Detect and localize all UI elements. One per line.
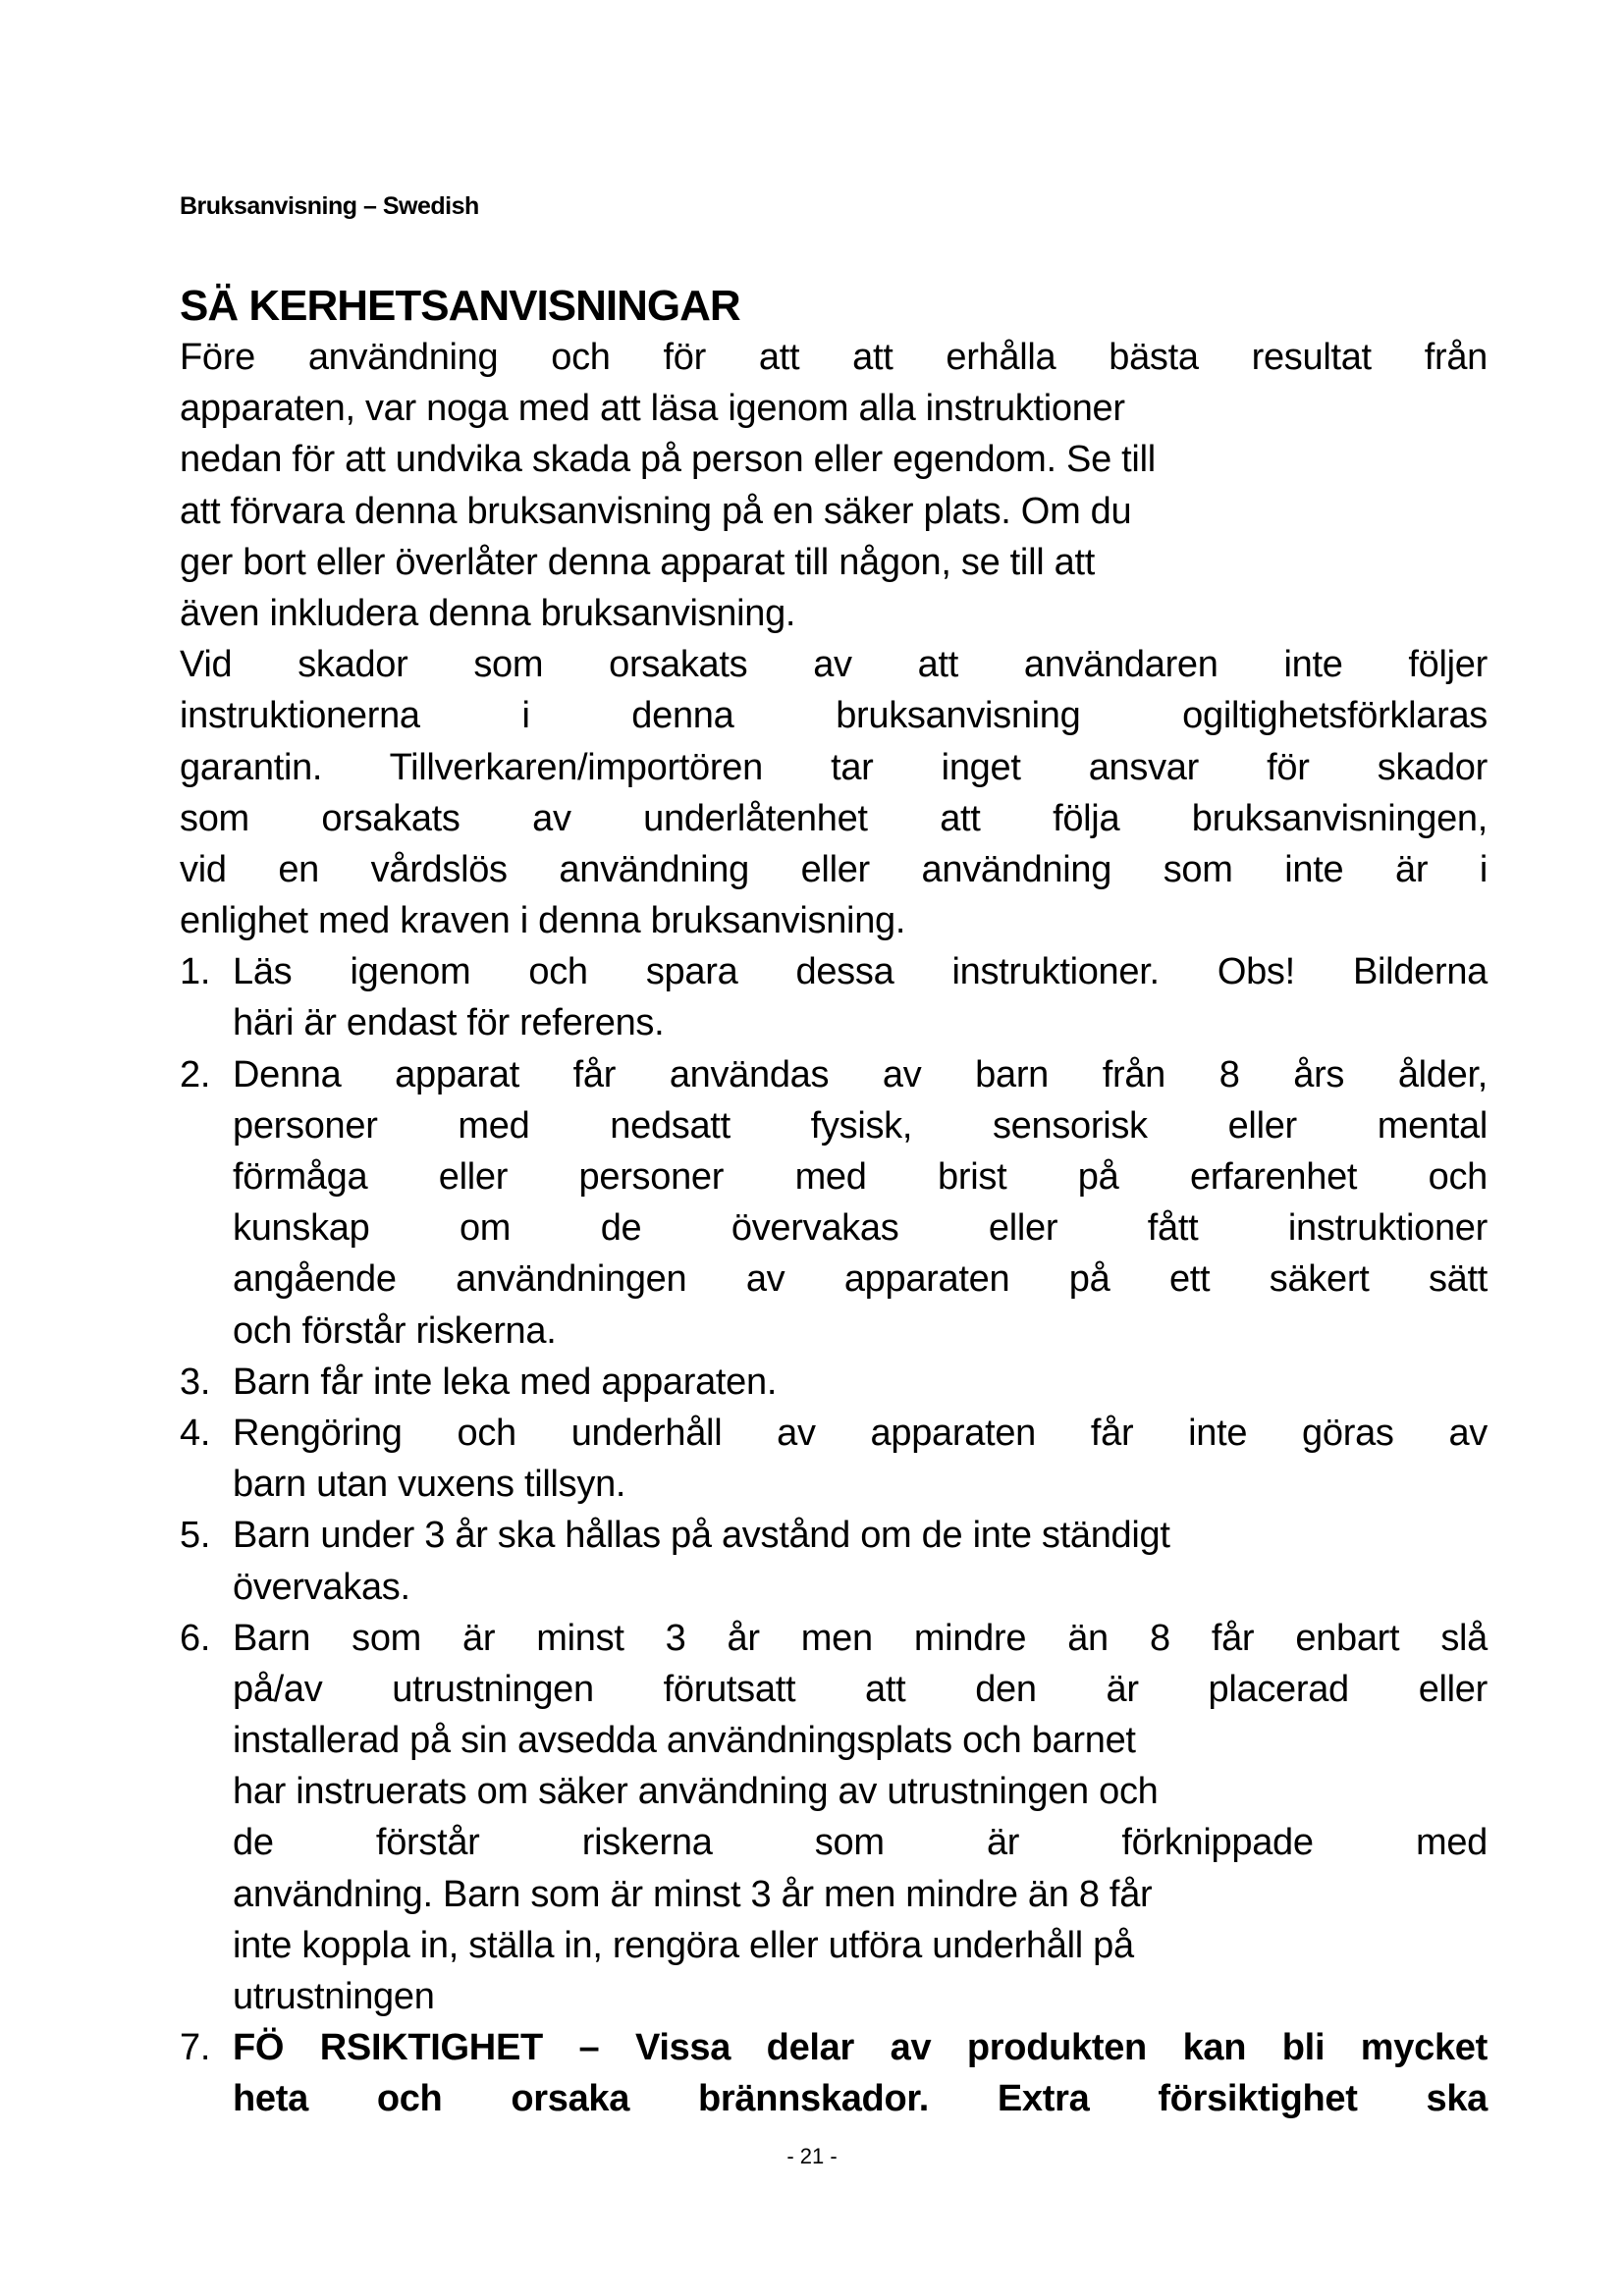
text-line: instruktionerna i denna bruksanvisning ogiltighetsförklaras <box>180 695 1488 737</box>
text-line: de förstår riskerna som är förknippade med <box>233 1822 1488 1864</box>
list-item <box>180 2022 1488 2124</box>
list-item <box>180 1049 1488 1357</box>
text-line: Barn som är minst 3 år men mindre än 8 får enbart slå <box>233 1617 1488 1659</box>
text-line: Rengöring och underhåll av apparaten får inte göras av <box>233 1412 1488 1454</box>
text-line: installerad på sin avsedda användningsplats och barnet <box>233 1720 1136 1762</box>
text-line: som orsakats av underlåtenhet att följa bruksanvisningen, <box>180 797 1488 839</box>
section-title: SÄ KERHETSANVISNINGAR <box>180 282 740 330</box>
text-line: angående användningen av apparaten på ett säkert sätt <box>233 1258 1488 1301</box>
text-line: och förstår riskerna. <box>233 1309 557 1352</box>
list-item-text <box>233 1408 1488 1510</box>
text-line: garantin. Tillverkaren/importören tar inget ansvar för skador <box>180 746 1488 788</box>
text-line: vid en vårdslös användning eller användning som inte är i <box>180 848 1488 890</box>
text-line: personer med nedsatt fysisk, sensorisk eller mental <box>233 1104 1488 1147</box>
text-line: Denna apparat får användas av barn från 8 års ålder, <box>233 1053 1488 1095</box>
text-line: ger bort eller överlåter denna apparat till någon, se till att <box>180 541 1095 583</box>
list-item <box>180 1408 1488 1510</box>
text-line: har instruerats om säker användning av utrustningen och <box>233 1771 1159 1813</box>
paragraph <box>180 332 1488 639</box>
text-line: Före användning och för att att erhålla bästa resultat från <box>180 337 1488 378</box>
list-item-text <box>233 1510 1488 1612</box>
running-header: Bruksanvisning – Swedish <box>180 192 479 220</box>
text-line: heta och orsaka brännskador. Extra försiktighet ska <box>233 2078 1488 2120</box>
text-line: utrustningen <box>233 1976 435 2018</box>
text-line: enlighet med kraven i denna bruksanvisning. <box>180 900 906 942</box>
text-line: övervakas. <box>233 1566 410 1608</box>
text-line: förmåga eller personer med brist på erfarenhet och <box>233 1156 1488 1198</box>
list-number: 7. <box>180 2027 211 2069</box>
list-number: 6. <box>180 1617 211 1659</box>
list-item <box>180 1613 1488 2023</box>
text-line: användning. Barn som är minst 3 år men mindre än 8 får <box>233 1873 1153 1915</box>
list-item <box>180 1510 1488 1612</box>
text-line: nedan för att undvika skada på person eller egendom. Se till <box>180 439 1156 481</box>
text-line: Barn får inte leka med apparaten. <box>233 1361 778 1403</box>
list-item-text <box>233 2022 1488 2124</box>
text-line: Vid skador som orsakats av att användaren inte följer <box>180 644 1488 686</box>
list-item-text <box>233 1357 1488 1408</box>
text-line: på/av utrustningen förutsatt att den är placerad eller <box>233 1668 1488 1710</box>
list-number: 3. <box>180 1361 211 1403</box>
list-number: 5. <box>180 1515 211 1557</box>
text-line: Läs igenom och spara dessa instruktioner. Obs! Bilderna <box>233 951 1488 993</box>
list-item-text <box>233 1049 1488 1357</box>
text-line: även inkludera denna bruksanvisning. <box>180 592 796 634</box>
text-line: kunskap om de övervakas eller fått instruktioner <box>233 1207 1488 1250</box>
list-number: 2. <box>180 1053 211 1095</box>
text-line: apparaten, var noga med att läsa igenom alla instruktioner <box>180 388 1125 430</box>
list-item <box>180 946 1488 1048</box>
list-number: 4. <box>180 1412 211 1454</box>
text-line: häri är endast för referens. <box>233 1002 665 1044</box>
document-body <box>180 332 1488 2125</box>
text-line: Barn under 3 år ska hållas på avstånd om de inte ständigt <box>233 1515 1170 1557</box>
text-line: barn utan vuxens tillsyn. <box>233 1464 626 1506</box>
paragraph <box>180 639 1488 946</box>
text-line: att förvara denna bruksanvisning på en säker plats. Om du <box>180 490 1132 532</box>
text-line: FÖ RSIKTIGHET – Vissa delar av produkten kan bli mycket <box>233 2027 1488 2069</box>
list-item <box>180 1357 1488 1408</box>
list-item-text <box>233 946 1488 1048</box>
list-item-text <box>233 1613 1488 2023</box>
list-number: 1. <box>180 951 211 993</box>
page-number: - 21 - <box>786 2144 838 2168</box>
text-line: inte koppla in, ställa in, rengöra eller utföra underhåll på <box>233 1924 1134 1966</box>
